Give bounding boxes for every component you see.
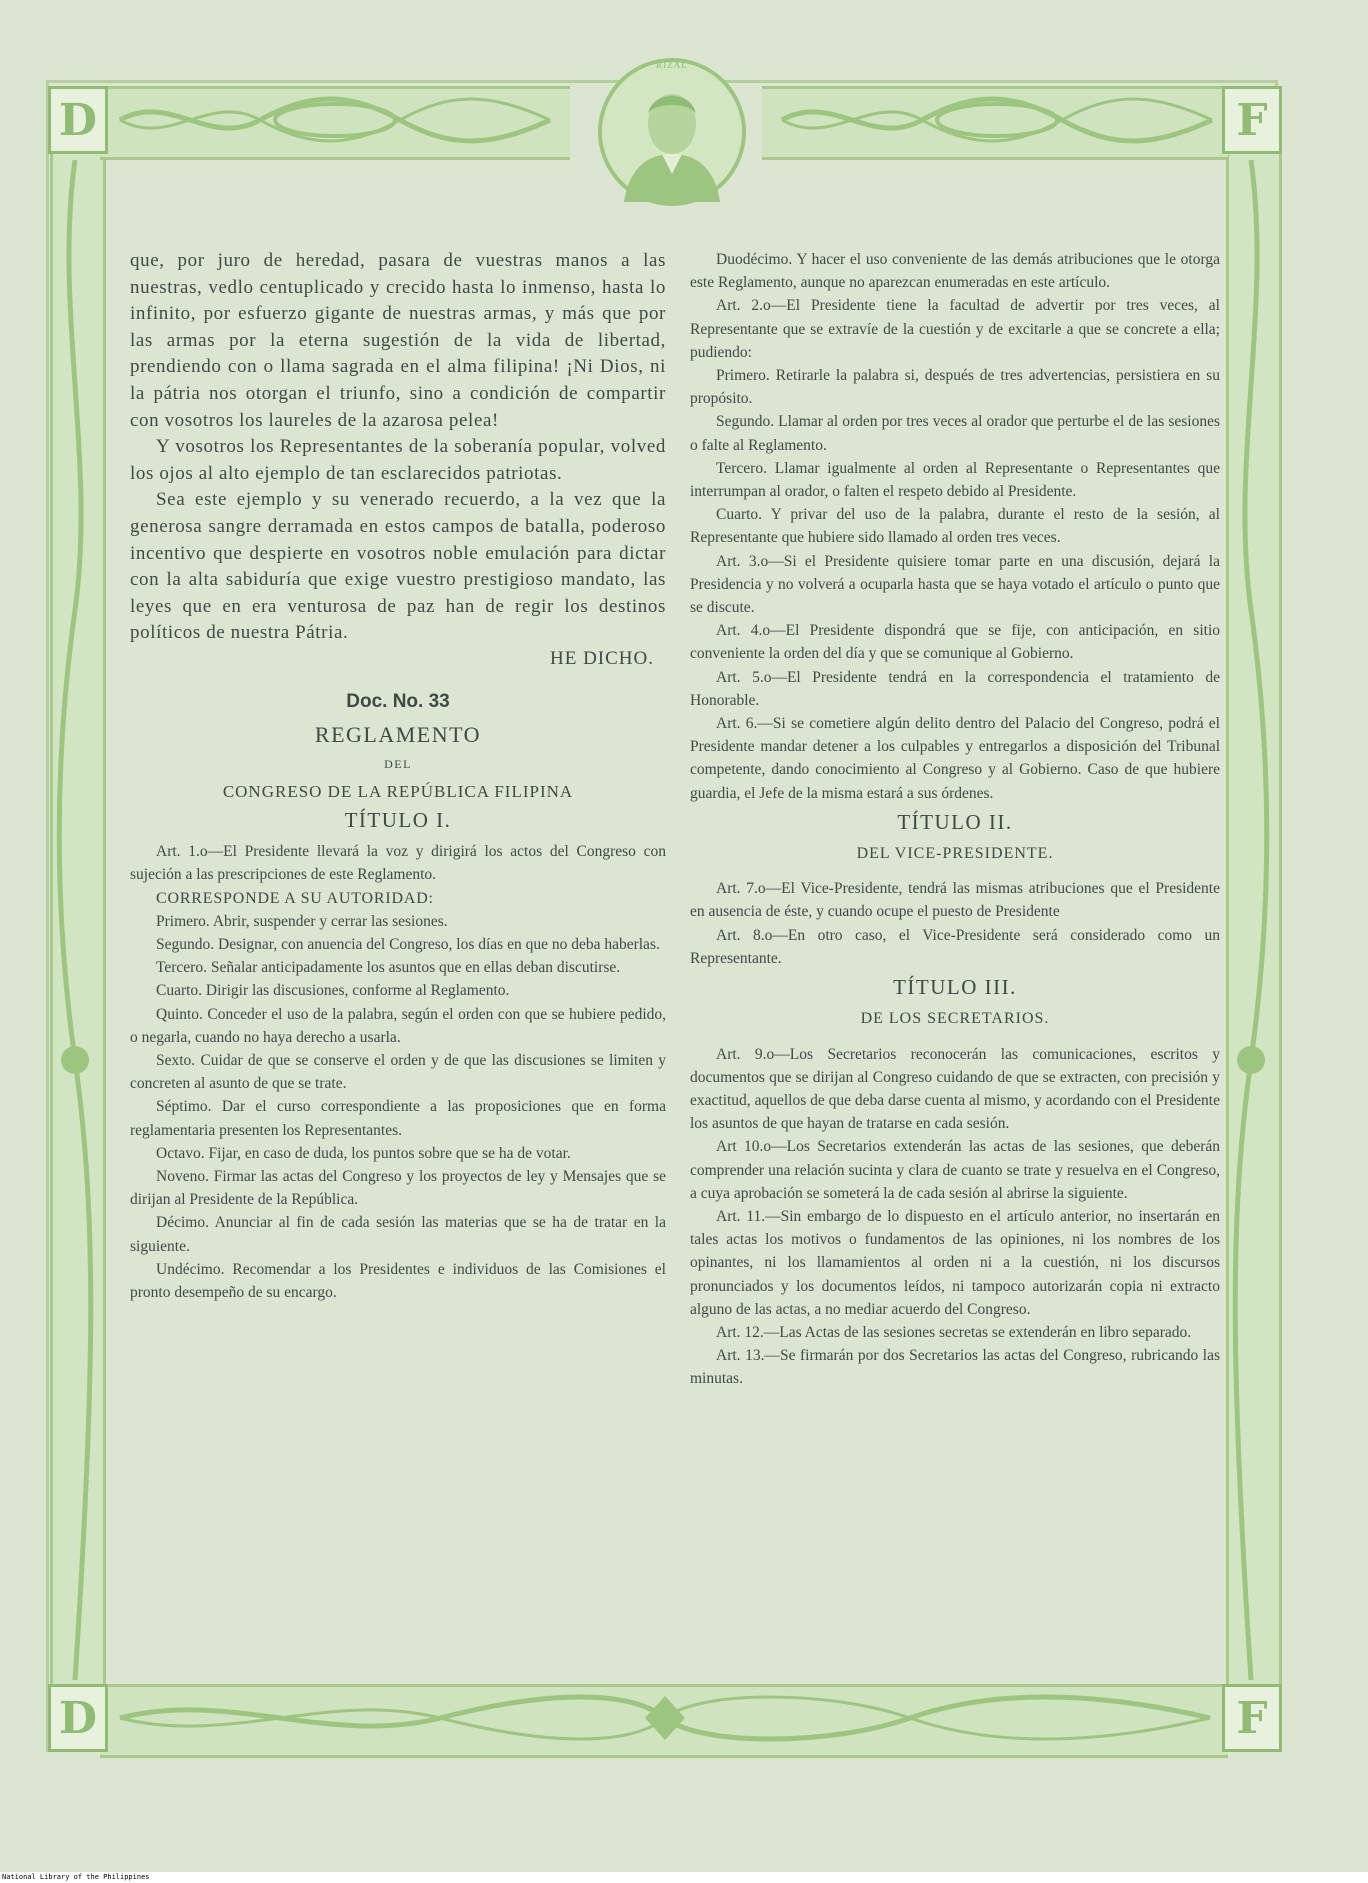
top-right-ornament-icon xyxy=(772,92,1222,148)
article-paragraph: Art 10.o—Los Secretarios extenderán las actas de las sesiones, que deberán comprender una relación sucinta y clara de cuanto se trate y resuelva en el Congreso, a cuya aprobación se someterá la de cada sesión al abrirse la siguiente. xyxy=(690,1138,1220,1202)
article-paragraph: Art. 1.o—El Presidente llevará la voz y dirigirá los actos del Congreso con sujeción a las prescripciones de este Reglamento. xyxy=(130,843,666,884)
corresponde-heading: CORRESPONDE A SU AUTORIDAD: xyxy=(156,889,434,907)
list-item: Quinto. Conceder el uso de la palabra, según el orden con que se hubiere pedido, o negarla, cuando no haya derecho a usarla. xyxy=(130,1005,666,1046)
article-paragraph: Art. 3.o—Si el Presidente quisiere tomar parte en una discusión, dejará la Presidencia y no volverá a ocuparla hasta que se haya votado el artículo o punto que se discute. xyxy=(690,552,1220,617)
titulo-2-heading: TÍTULO II. xyxy=(897,809,1013,834)
article-paragraph: Art. 9.o—Los Secretarios reconocerán las comunicaciones, escritos y documentos que se dirijan al Congreso cuidando de que se extracten, con precisión y exactitud, aquellos de que deba darse cuenta al mismo, y acordando con el Presidente los asuntos de que hayan de tratarse en cada sesión. xyxy=(690,1045,1220,1133)
list-item: Noveno. Firmar las actas del Congreso y los proyectos de ley y Mensajes que se dirijan al Presidente de la República. xyxy=(130,1167,666,1209)
list-item: Primero. Abrir, suspender y cerrar las sesiones. xyxy=(156,912,448,930)
corner-letter-top-left: D xyxy=(48,86,108,154)
list-item: Cuarto. Dirigir las discusiones, conforme al Reglamento. xyxy=(156,982,510,1000)
document-number: Doc. No. 33 xyxy=(346,691,450,713)
list-item: Undécimo. Recomendar a los Presidentes e individuos de las Comisiones el pronto desempeño de su encargo. xyxy=(130,1260,666,1301)
article-paragraph: Art. 4.o—El Presidente dispondrá que se fije, con anticipación, en sitio conveniente la orden del día y que se comunique al Gobierno. xyxy=(690,622,1220,663)
list-item: Sexto. Cuidar de que se conserve el orden y de que las discusiones se limiten y concreten al asunto de que se trate. xyxy=(130,1051,666,1093)
portrait-medallion-icon xyxy=(598,58,746,206)
list-item: Segundo. Designar, con anuencia del Congreso, los días en que no deba haberlas. xyxy=(156,935,660,953)
speech-paragraph: Y vosotros los Representantes de la soberanía popular, volved los ojos al alto ejemplo de tan esclarecidos patriotas. xyxy=(130,436,666,484)
bottom-ornament-icon xyxy=(110,1690,1220,1746)
list-item: Segundo. Llamar al orden por tres veces al orador que perturbe el de las sesiones o falte al Reglamento. xyxy=(690,413,1220,454)
list-item: Cuarto. Y privar del uso de la palabra, durante el resto de la sesión, al Representante que hubiere sido llamado al orden tres veces. xyxy=(690,506,1220,547)
article-paragraph: Art. 11.—Sin embargo de lo dispuesto en el artículo anterior, no insertarán en tales actas los motivos o fundamentos de las opiniones, ni los nombres de los opinantes, ni los llamamientos al orden ni a la cuestión, ni los discursos pronunciados y los documentos leídos, ni tampoco autorizarán copia ni extracto alguno de las actas, a no mediar acuerdo del Congreso. xyxy=(690,1207,1220,1318)
medallion-label: RIZAL xyxy=(656,60,688,70)
article-paragraph: Art. 6.—Si se cometiere algún delito dentro del Palacio del Congreso, podrá el Presidente mandar detener a los culpables y entregarlos a disposición del Tribunal competente, dando conocimiento al Congreso y al Gobierno. Caso de que hubiere guardia, el Jefe de la misma estará a sus órdenes. xyxy=(690,715,1220,802)
speech-paragraph: que, por juro de heredad, pasara de vuestras manos a las nuestras, vedlo centuplicado y crecido hasta lo inmenso, hasta lo infinito, por esfuerzo gigante de nuestras armas, y más que por las armas por la eterna sugestión de la vida de libertad, prendiendo con o llama sagrada en el alma filipina! ¡Ni Dios, ni la pátria nos otorgan el triunfo, sino a condición de compartir con vosotros los laureles de la azarosa pelea! xyxy=(130,250,666,431)
list-item: Duodécimo. Y hacer el uso conveniente de las demás atribuciones que le otorga este Reglamento, aunque no aparezcan enumeradas en este artículo. xyxy=(690,251,1220,292)
congreso-heading: CONGRESO DE LA REPÚBLICA FILIPINA xyxy=(222,781,574,801)
right-side-ornament-icon xyxy=(1230,160,1272,1680)
corner-letter-top-right: F xyxy=(1222,86,1282,154)
left-column xyxy=(130,248,666,1304)
list-item: Tercero. Llamar igualmente al orden al Representante o Representantes que interrumpan al orador, o falten el respeto debido al Presidente. xyxy=(690,459,1220,501)
article-paragraph: Art. 5.o—El Presidente tendrá en la correspondencia el tratamiento de Honorable. xyxy=(690,668,1220,709)
list-item: Tercero. Señalar anticipadamente los asuntos que en ellas deban discutirse. xyxy=(156,959,621,977)
left-side-ornament-icon xyxy=(54,160,96,1680)
article-paragraph: Art. 7.o—El Vice-Presidente, tendrá las mismas atribuciones que el Presidente en ausencia de éste, y cuando ocupe el puesto de Presidente xyxy=(690,880,1220,921)
list-item: Décimo. Anunciar al fin de cada sesión las materias que se ha de tratar en la siguiente. xyxy=(130,1214,666,1255)
list-item: Primero. Retirarle la palabra si, después de tres advertencias, persistiera en su propósito. xyxy=(690,367,1220,408)
article-paragraph: Art. 2.o—El Presidente tiene la facultad de advertir por tres veces, al Representante que se extravíe de la cuestión y de excitarle a que se concrete a ella; pudiendo: xyxy=(690,297,1220,361)
reglamento-heading: REGLAMENTO xyxy=(314,722,482,748)
corner-letter-bottom-left: D xyxy=(48,1684,108,1752)
titulo-2-subheading: DEL VICE-PRESIDENTE. xyxy=(856,845,1054,863)
titulo-3-subheading: DE LOS SECRETARIOS. xyxy=(860,1010,1050,1028)
article-paragraph: Art. 8.o—En otro caso, el Vice-Presidente será considerado como un Representante. xyxy=(690,926,1220,967)
speech-paragraph: Sea este ejemplo y su venerado recuerdo, a la vez que la generosa sangre derramada en estos campos de batalla, poderoso incentivo que despierte en vosotros noble emulación para dictar con la alta sabiduría que exige vuestro prestigioso mandato, las leyes que en era venturosa de paz han de regir los destinos políticos de nuestra Pátria. xyxy=(130,489,666,644)
titulo-1-heading: TÍTULO I. xyxy=(344,807,452,832)
right-column xyxy=(690,248,1220,1391)
speech-signoff: HE DICHO. xyxy=(550,647,654,669)
library-footer: National Library of the Philippines xyxy=(0,1872,1368,1883)
list-item: Séptimo. Dar el curso correspondiente a las proposiciones que en forma reglamentaria presenten los Representantes. xyxy=(130,1098,666,1139)
corner-letter-bottom-right: F xyxy=(1222,1684,1282,1752)
article-paragraph: Art. 13.—Se firmarán por dos Secretarios las actas del Congreso, rubricando las minutas. xyxy=(690,1347,1220,1388)
titulo-3-heading: TÍTULO III. xyxy=(893,975,1017,1000)
article-paragraph: Art. 12.—Las Actas de las sesiones secretas se extenderán en libro separado. xyxy=(716,1323,1192,1341)
del-heading: DEL xyxy=(384,756,412,771)
top-left-ornament-icon xyxy=(110,92,560,148)
list-item: Octavo. Fijar, en caso de duda, los puntos sobre que se ha de votar. xyxy=(156,1144,571,1162)
